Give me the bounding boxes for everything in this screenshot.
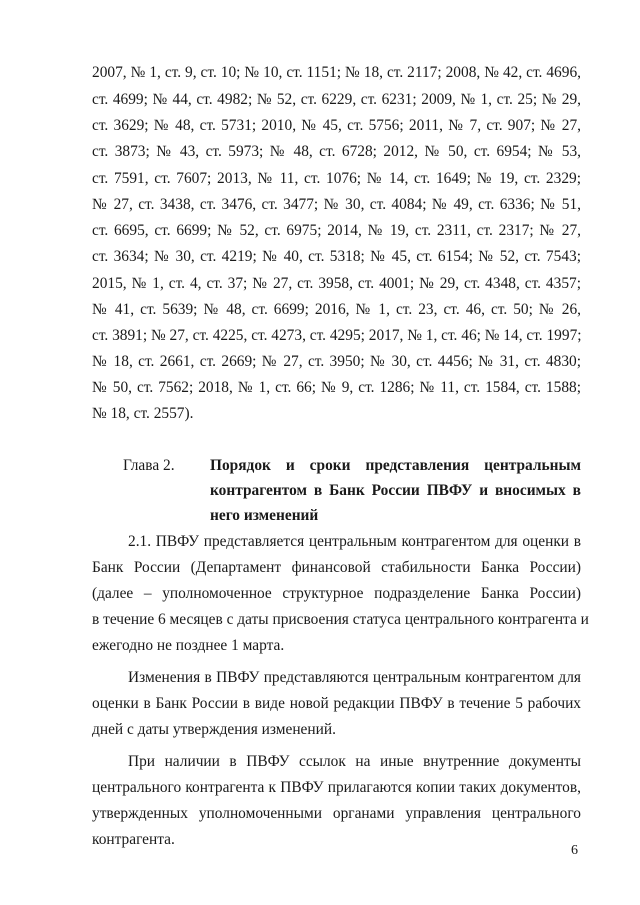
references-line: № 18, ст. 2661, ст. 2669; № 27, ст. 3950; № 30, ст. 4456; № 31, ст. 4830;	[92, 353, 581, 370]
chapter-title	[210, 453, 581, 528]
references-line: № 18, ст. 2557).	[92, 405, 194, 422]
references-line: № 41, ст. 5639; № 48, ст. 6699; 2016, № 1, ст. 23, ст. 46, ст. 50; № 26,	[92, 301, 581, 318]
references-line: 2007, № 1, ст. 9, ст. 10; № 10, ст. 1151; № 18, ст. 2117; 2008, № 42, ст. 4696,	[92, 64, 581, 81]
paragraph-line: оценки в Банк России в виде новой редакции ПВФУ в течение 5 рабочих	[92, 695, 581, 712]
references-line: 2015, № 1, ст. 4, ст. 37; № 27, ст. 3958, ст. 4001; № 29, ст. 4348, ст. 4357;	[92, 275, 581, 292]
references-line: ст. 4699; № 44, ст. 4982; № 52, ст. 6229, ст. 6231; 2009, № 1, ст. 25; № 29,	[92, 91, 581, 108]
paragraph-line: Банк России (Департамент финансовой стабильности Банка России)	[92, 559, 581, 576]
references-line: ст. 6695, ст. 6699; № 52, ст. 6975; 2014, № 19, ст. 2311, ст. 2317; № 27,	[92, 222, 581, 239]
references-line: ст. 7591, ст. 7607; 2013, № 11, ст. 1076; № 14, ст. 1649; № 19, ст. 2329;	[92, 170, 581, 187]
references-line: ст. 3634; № 30, ст. 4219; № 40, ст. 5318; № 45, ст. 6154; № 52, ст. 7543;	[92, 248, 581, 265]
chapter-title-line: него изменений	[210, 507, 319, 524]
paragraph-line: контрагента.	[92, 831, 175, 848]
paragraph-line: Изменения в ПВФУ представляются центральным контрагентом для	[128, 669, 581, 686]
paragraph-line: (далее – уполномоченное структурное подразделение Банка России)	[92, 585, 581, 602]
paragraph-line: 2.1. ПВФУ представляется центральным контрагентом для оценки в	[128, 533, 581, 550]
paragraph-line: утвержденных уполномоченными органами управления центрального	[92, 805, 581, 822]
paragraph-line: При наличии в ПВФУ ссылок на иные внутренние документы	[128, 753, 581, 770]
references-line: ст. 3629; № 48, ст. 5731; 2010, № 45, ст. 5756; 2011, № 7, ст. 907; № 27,	[92, 117, 581, 134]
references-line: ст. 3891; № 27, ст. 4225, ст. 4273, ст. 4295; 2017, № 1, ст. 46; № 14, ст. 1997;	[92, 327, 582, 344]
references-line: № 50, ст. 7562; 2018, № 1, ст. 66; № 9, ст. 1286; № 11, ст. 1584, ст. 1588;	[92, 379, 581, 396]
paragraph-line: центрального контрагента к ПВФУ прилагаются копии таких документов,	[92, 779, 581, 796]
paragraph-line: в течение 6 месяцев с даты присвоения статуса центрального контрагента и	[92, 611, 589, 628]
references-line: № 27, ст. 3438, ст. 3476, ст. 3477; № 30, ст. 4084; № 49, ст. 6336; № 51,	[92, 196, 581, 213]
paragraph-line: дней с даты утверждения изменений.	[92, 721, 336, 738]
page-number: 6	[571, 843, 578, 858]
chapter-label: Глава 2.	[123, 457, 175, 474]
chapter-title-line: контрагентом в Банк России ПВФУ и вносимых в	[210, 482, 581, 499]
paragraph-line: ежегодно не позднее 1 марта.	[92, 637, 285, 654]
references-line: ст. 3873; № 43, ст. 5973; № 48, ст. 6728; 2012, № 50, ст. 6954; № 53,	[92, 143, 581, 160]
chapter-title-line: Порядок и сроки представления центральным	[210, 457, 581, 474]
